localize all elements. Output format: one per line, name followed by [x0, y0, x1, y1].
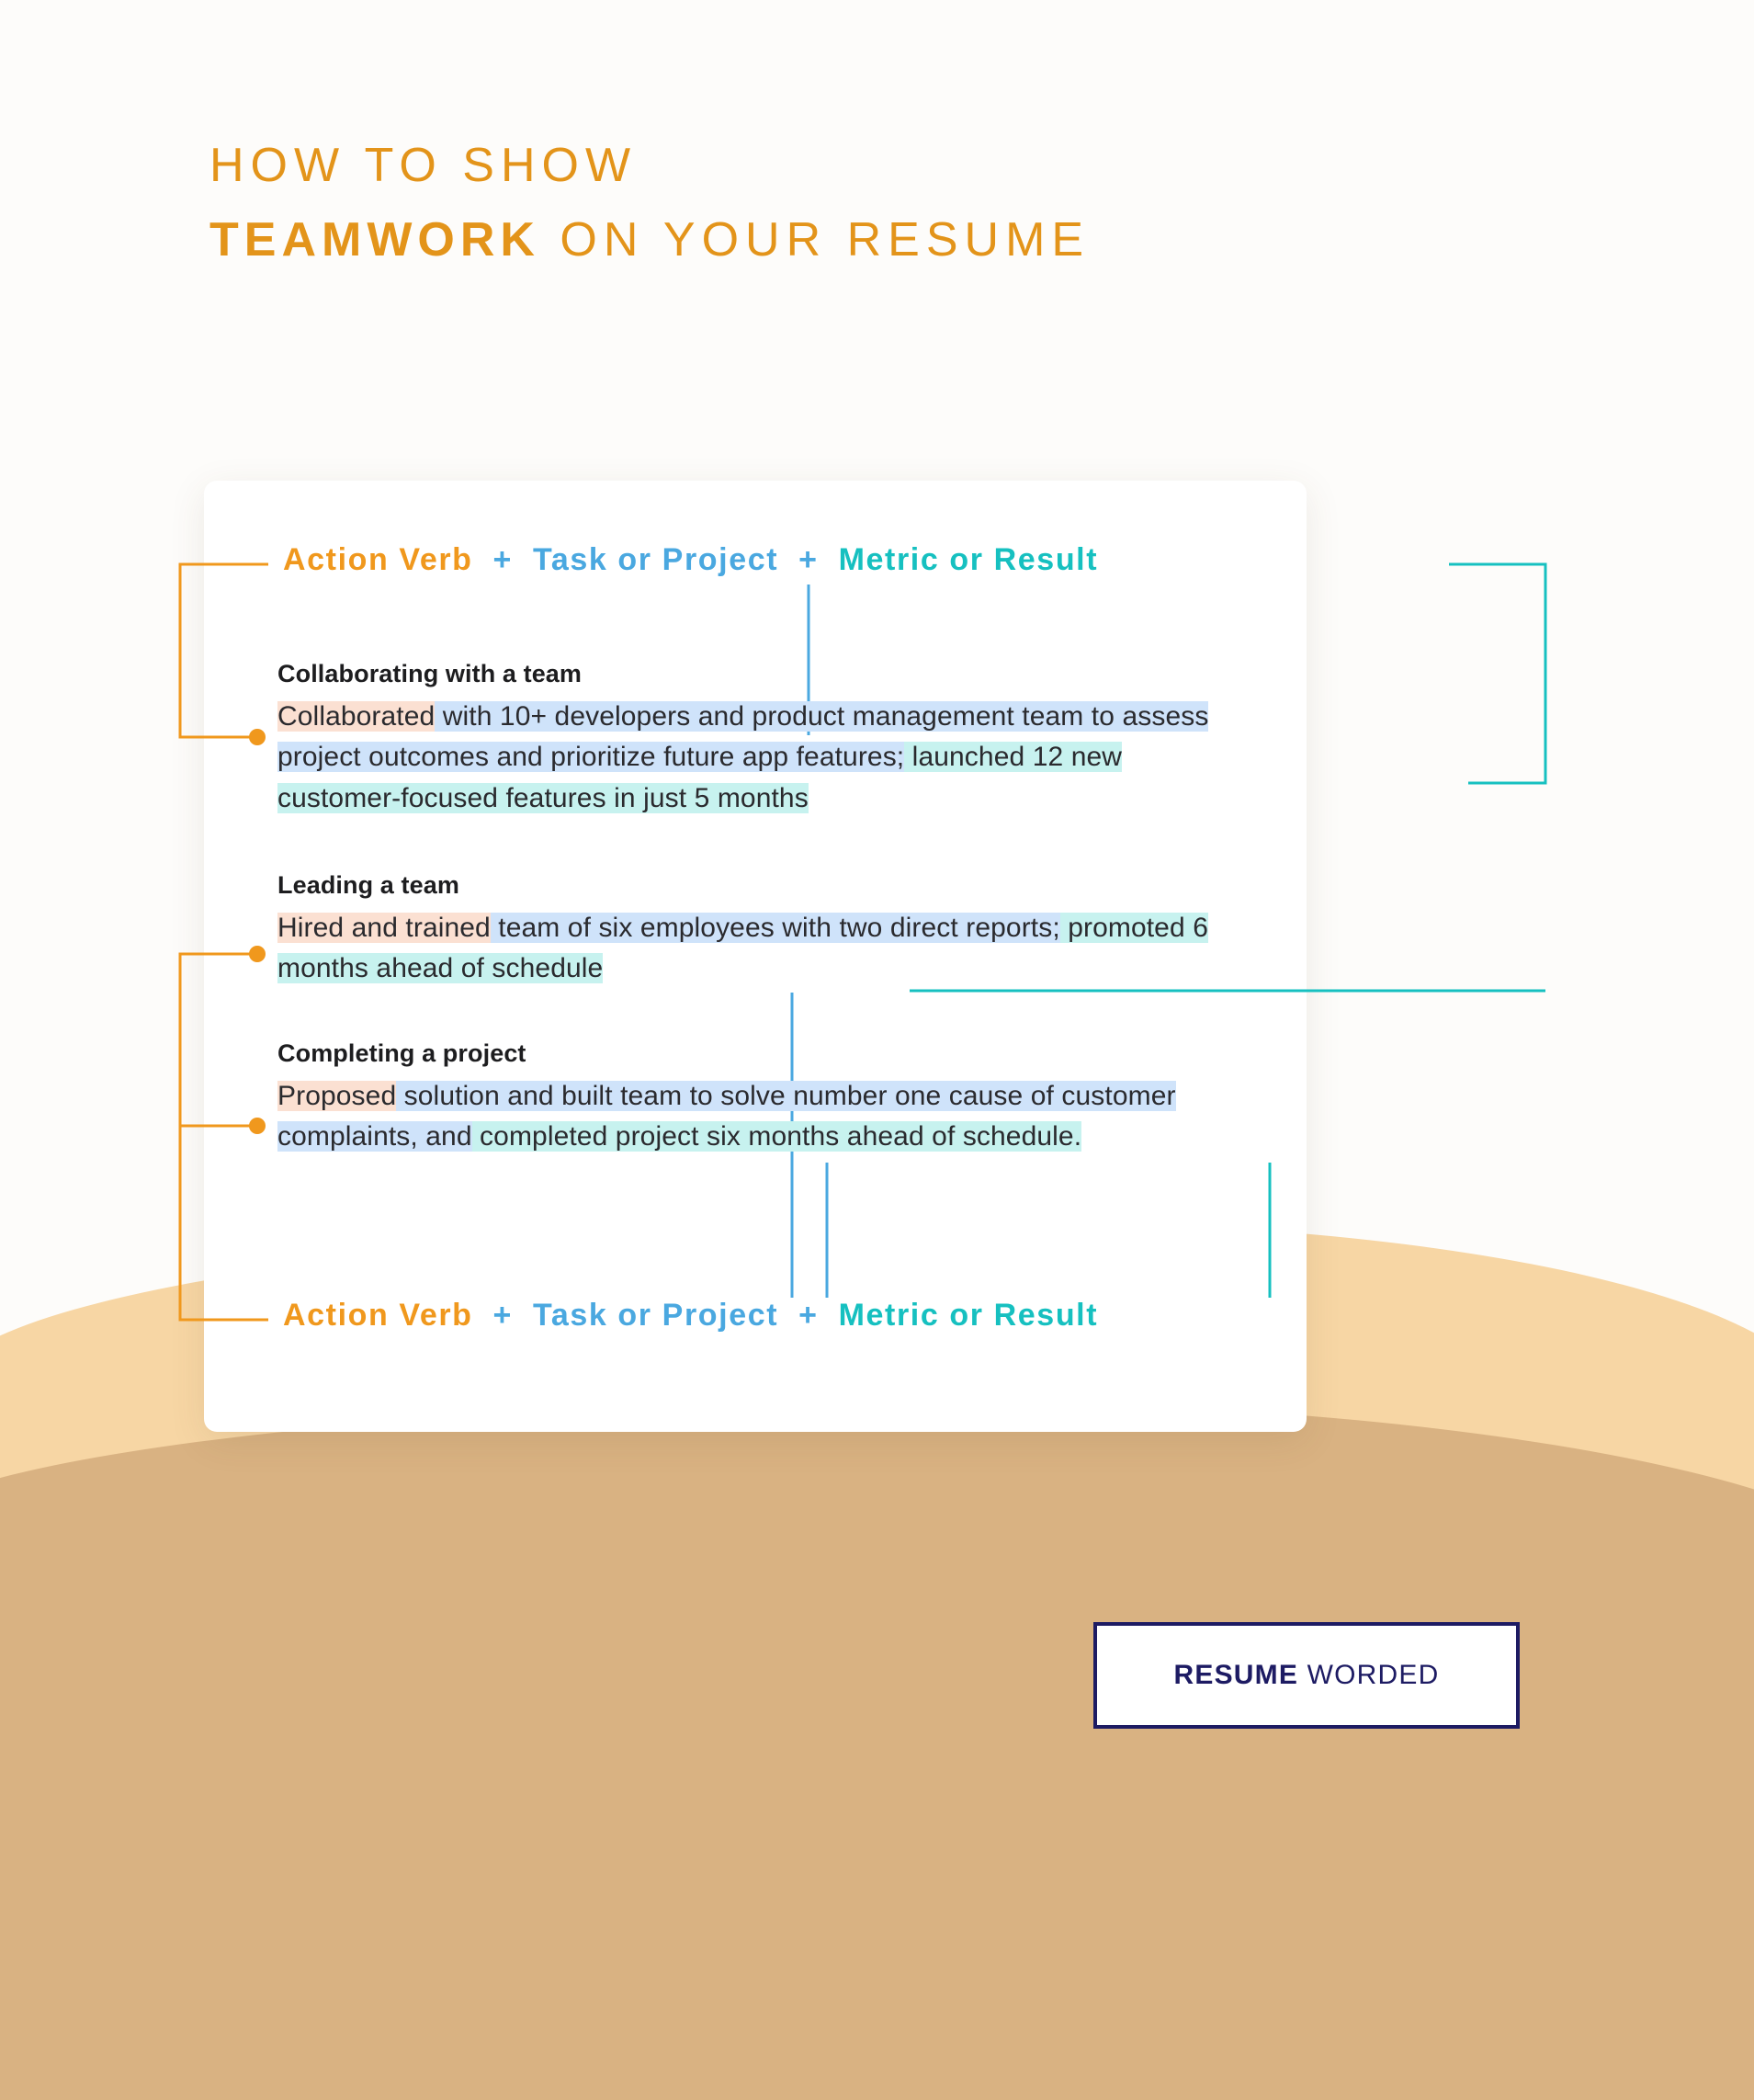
- formula-action-verb: Action Verb: [283, 542, 473, 577]
- formula-plus-1: +: [492, 542, 513, 577]
- formula-task-or-project: Task or Project: [533, 542, 779, 577]
- bullet-heading: Completing a project: [277, 1039, 526, 1067]
- bullet-heading: Leading a team: [277, 871, 459, 899]
- bullet-task: with 10+ developers and product management team to assess project outcomes and prioritize future app features;: [277, 701, 1209, 773]
- bullet-verb: Hired and trained: [277, 913, 491, 943]
- formula-action-verb: Action Verb: [283, 1298, 473, 1333]
- formula-plus-2: +: [798, 1298, 819, 1333]
- formula-metric-or-result: Metric or Result: [838, 542, 1099, 577]
- formula-task-or-project: Task or Project: [533, 1298, 779, 1333]
- bullet-entry-leading: [277, 871, 1251, 990]
- title-line-1: HOW TO SHOW: [209, 139, 638, 192]
- bullet-metric: promoted 6 months ahead of schedule: [277, 913, 1208, 984]
- title-line-2-rest: ON YOUR RESUME: [539, 212, 1091, 267]
- bullet-text: [277, 697, 1251, 819]
- bullet-verb: Collaborated: [277, 701, 436, 732]
- bullet-entry-completing: [277, 1039, 1251, 1158]
- formula-bottom: [283, 1298, 1098, 1334]
- formula-plus-2: +: [798, 542, 819, 577]
- bullet-task: team of six employees with two direct reports;: [490, 913, 1060, 943]
- brand-logo: [1093, 1622, 1520, 1729]
- title-keyword: TEAMWORK: [209, 212, 540, 267]
- bullet-metric: completed project six months ahead of schedule.: [471, 1121, 1082, 1152]
- brand-logo-strong: RESUME: [1173, 1660, 1299, 1690]
- formula-top: [283, 542, 1098, 578]
- bullet-heading: Collaborating with a team: [277, 660, 583, 687]
- bullet-metric: launched 12 new customer-focused features in just 5 months: [277, 742, 1123, 813]
- page-title: [209, 129, 1496, 277]
- title-line-2: [209, 203, 1496, 278]
- brand-logo-light: WORDED: [1298, 1660, 1440, 1690]
- bullet-verb: Proposed: [277, 1081, 397, 1111]
- bullet-text: [277, 1076, 1251, 1158]
- brand-logo-text: [1174, 1660, 1440, 1691]
- formula-metric-or-result: Metric or Result: [838, 1298, 1099, 1333]
- background-dune-front: [0, 1402, 1754, 2100]
- bullet-task: solution and built team to solve number one cause of customer complaints, and: [277, 1081, 1176, 1152]
- formula-plus-1: +: [492, 1298, 513, 1333]
- bullet-entry-collaborating: [277, 660, 1251, 819]
- bullet-text: [277, 908, 1251, 990]
